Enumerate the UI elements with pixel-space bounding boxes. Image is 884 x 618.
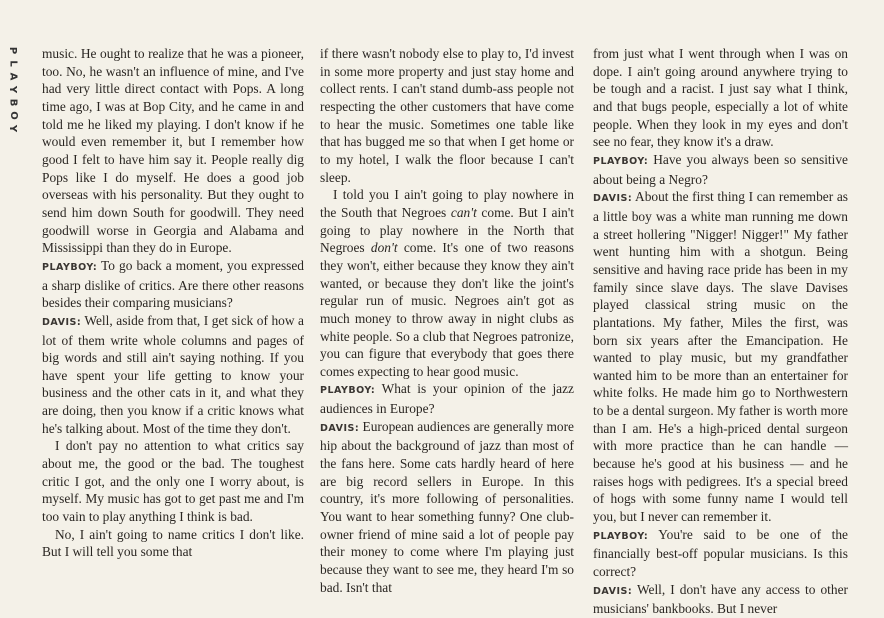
question-paragraph bbox=[320, 380, 574, 417]
answer-paragraph bbox=[42, 312, 304, 438]
question-text: You're said to be one of the financially best-off popular musicians. Is this correct? bbox=[593, 526, 848, 580]
speaker-label: DAVIS: bbox=[42, 316, 82, 328]
speaker-label: PLAYBOY: bbox=[42, 261, 98, 273]
answer-text: About the first thing I can remember as a little boy was a white man running me down a street hollering "Nigger! Nigger!" My father went hunting him with a shotgun. Being sensitive and having race pride has been in my family since slave days. The slave Davises played classical string music on the plantations. My father, Miles the first, was born six years after the Emancipation. He wanted to play music, but my grandfather wanted him to be more than an entertainer for white folks. He made him go to Northwestern to be a dental surgeon. My father is worth more than I am. He's a high-priced dental surgeon with more practice than he can handle — because he's good at his business — and he raises hogs with pedigrees. It's a special breed of hogs with some funny name I would tell you, but I never can remember it. bbox=[593, 189, 849, 525]
text-run: come. It's one of two reasons they won't, either because they know they ain't wanted, or because they don't like the joint's regular run of music. Negroes ain't got as much money to throw away in night clubs as white people. So a club that Negroes patronize, you can figure that everybody that goes there comes expecting to hear good music. bbox=[320, 240, 575, 379]
emphasis-text: can't bbox=[450, 204, 477, 220]
paragraph bbox=[320, 186, 574, 380]
text-column-3 bbox=[593, 45, 849, 617]
paragraph: if there wasn't nobody else to play to, I'd invest in some more property and just stay home and collect rents. I can't stand dumb-ass people not respecting the other customers that have come to hear the music. Sometimes one table like that has bugged me so that when I get home or to my hotel, I walk the floor because I can't sleep. bbox=[320, 46, 574, 185]
side-tab-letter: P bbox=[7, 46, 19, 55]
answer-paragraph bbox=[320, 418, 574, 597]
paragraph: No, I ain't going to name critics I don't like. But I will tell you some that bbox=[42, 526, 304, 560]
text-column-2 bbox=[320, 45, 574, 605]
side-tab-letter: A bbox=[7, 72, 19, 81]
answer-text: Well, aside from that, I get sick of how a lot of them write whole columns and pages of big words and still ain't saying nothing. If you have spent your life getting to know your business and the other cats in it, and what they are doing, then you know if a critic knows what he's talking about. Most of the time they don't. bbox=[42, 312, 304, 436]
question-paragraph bbox=[593, 151, 848, 188]
answer-paragraph bbox=[593, 581, 848, 618]
text-run: I told you I ain't going to play nowhere in the South that Negroes bbox=[320, 187, 574, 220]
side-tab-letter: Y bbox=[7, 124, 19, 133]
paragraph: music. He ought to realize that he was a pioneer, too. No, he wasn't an influence of mine, and I've had very little direct contact with Pops. A long time ago, I was at Bop City, and he came in and told me he liked my playing. I don't know if he would even remember it, but I remember how good I felt to have him say it. People really dig Pops like I do myself. He does a good job overseas with his personality. But they ought to send him down South for goodwill. They need goodwill worse in Georgia and Alabama and Mississippi than they do in Europe. bbox=[42, 46, 304, 256]
answer-paragraph bbox=[593, 188, 848, 525]
answer-text: Well, I don't have any access to other musicians' bankbooks. But I never bbox=[593, 581, 848, 617]
question-paragraph bbox=[42, 257, 304, 312]
side-tab-letter: Y bbox=[7, 85, 19, 94]
side-tab-letter: B bbox=[7, 98, 19, 107]
magazine-side-tab bbox=[2, 44, 24, 135]
question-text: To go back a moment, you expressed a sharp dislike of critics. Are there other reasons besides their comparing musicians? bbox=[42, 257, 304, 311]
text-run: come. But I ain't going to play nowhere in the North that Negroes bbox=[320, 204, 574, 256]
paragraph: from just what I went through when I was on dope. I ain't going around anywhere trying to be tough and a racist. I just say what I think, and that bugs people, especially a lot of white people. When they look in my eyes and don't see no fear, they know it's a draw. bbox=[593, 46, 848, 150]
speaker-label: DAVIS: bbox=[320, 422, 360, 434]
speaker-label: PLAYBOY: bbox=[593, 155, 649, 167]
speaker-label: PLAYBOY: bbox=[320, 385, 376, 397]
question-text: What is your opinion of the jazz audiences in Europe? bbox=[320, 381, 574, 417]
speaker-label: DAVIS: bbox=[593, 193, 633, 205]
emphasis-text: don't bbox=[370, 240, 398, 256]
side-tab-letter: L bbox=[7, 60, 19, 67]
text-column-1 bbox=[42, 45, 304, 605]
question-text: Have you always been so sensitive about being a Negro? bbox=[593, 151, 848, 187]
side-tab-letter: O bbox=[7, 111, 19, 120]
question-paragraph bbox=[593, 526, 848, 581]
speaker-label: PLAYBOY: bbox=[593, 530, 649, 542]
speaker-label: DAVIS: bbox=[593, 585, 633, 597]
answer-text: European audiences are generally more hip about the background of jazz than most of the fans here. Some cats hardly heard of here are big record sellers in Europe. In this country, it's more following of personalities. You want to hear something funny? One club-owner friend of mine said a lot of people pay their money to come where I'm playing just because they want to see me, they heard I'm so bad. Isn't that bbox=[320, 418, 574, 595]
paragraph: I don't pay no attention to what critics say about me, the good or the bad. The toughest critic I got, and the only one I worry about, is myself. My music has got to get past me and I'm too vain to play anything I think is bad. bbox=[42, 438, 304, 525]
